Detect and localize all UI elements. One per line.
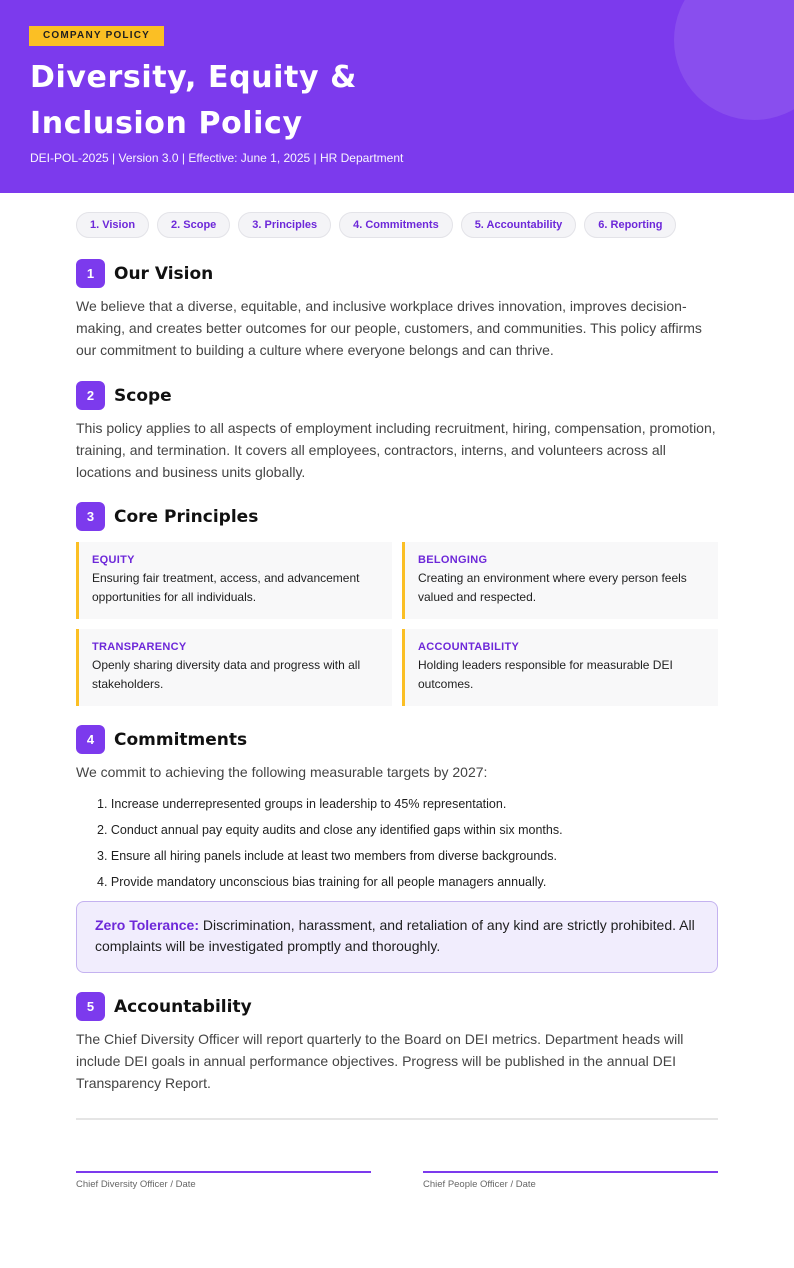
accountability-text: The Chief Diversity Officer will report quarterly to the Board on DEI metrics. Department heads will include DEI goals in annual performance objectives. Progress will be published in the annual DEI Transparency Report. bbox=[76, 1031, 684, 1091]
policy-meta: DEI-POL-2025 | Version 3.0 | Effective: June 1, 2025 | HR Department bbox=[30, 151, 404, 165]
divider bbox=[76, 1118, 718, 1120]
section-number: 4 bbox=[76, 725, 105, 754]
section-title: Scope bbox=[114, 385, 172, 406]
section-scope-heading bbox=[76, 381, 172, 410]
policy-header bbox=[0, 0, 794, 193]
principle-card-transparency bbox=[76, 629, 392, 706]
page-title bbox=[30, 55, 550, 147]
principle-title: ACCOUNTABILITY bbox=[418, 641, 520, 653]
section-title: Commitments bbox=[114, 729, 248, 750]
principle-title: TRANSPARENCY bbox=[92, 641, 187, 653]
principle-title: EQUITY bbox=[92, 554, 135, 566]
list-item: 4. Provide mandatory unconscious bias training for all people managers annually. bbox=[97, 875, 547, 889]
signature-line bbox=[423, 1171, 718, 1173]
section-title: Core Principles bbox=[114, 506, 259, 527]
title-line-1: Diversity, Equity & bbox=[30, 60, 357, 95]
section-accountability-heading bbox=[76, 992, 252, 1021]
section-number: 1 bbox=[76, 259, 105, 288]
section-commitments-heading bbox=[76, 725, 247, 754]
section-nav bbox=[76, 212, 676, 238]
signature-line bbox=[76, 1171, 371, 1173]
company-policy-badge: COMPANY POLICY bbox=[29, 26, 164, 46]
section-number: 3 bbox=[76, 502, 105, 531]
commitments-intro: We commit to achieving the following measurable targets by 2027: bbox=[76, 764, 488, 780]
nav-vision[interactable]: 1. Vision bbox=[76, 212, 149, 238]
principle-title: BELONGING bbox=[418, 554, 488, 566]
section-number: 5 bbox=[76, 992, 105, 1021]
nav-commitments[interactable]: 4. Commitments bbox=[339, 212, 453, 238]
principle-text: Openly sharing diversity data and progress with all stakeholders. bbox=[92, 658, 361, 691]
scope-text: This policy applies to all aspects of employment including recruitment, hiring, compensation, promotion, training, and termination. It covers all employees, contractors, interns, and volunteers across all locations and business units globally. bbox=[76, 420, 716, 480]
principle-card-belonging bbox=[402, 542, 718, 619]
section-vision-heading bbox=[76, 259, 213, 288]
section-title: Our Vision bbox=[114, 263, 214, 284]
section-title: Accountability bbox=[114, 996, 252, 1017]
list-item: 1. Increase underrepresented groups in leadership to 45% representation. bbox=[97, 797, 507, 811]
commitments-list bbox=[97, 791, 717, 895]
title-line-2: Inclusion Policy bbox=[30, 106, 303, 141]
nav-reporting[interactable]: 6. Reporting bbox=[584, 212, 676, 238]
list-item: 3. Ensure all hiring panels include at least two members from diverse backgrounds. bbox=[97, 849, 557, 863]
signature-label-cpo: Chief People Officer / Date bbox=[423, 1179, 536, 1190]
nav-accountability[interactable]: 5. Accountability bbox=[461, 212, 577, 238]
callout-text: Discrimination, harassment, and retaliation of any kind are strictly prohibited. All complaints will be investigated promptly and thoroughly. bbox=[95, 917, 695, 954]
nav-scope[interactable]: 2. Scope bbox=[157, 212, 230, 238]
section-principles-heading bbox=[76, 502, 258, 531]
principle-card-accountability bbox=[402, 629, 718, 706]
signature-label-cdo: Chief Diversity Officer / Date bbox=[76, 1179, 196, 1190]
list-item: 2. Conduct annual pay equity audits and close any identified gaps within six months. bbox=[97, 823, 563, 837]
vision-text: We believe that a diverse, equitable, and inclusive workplace drives innovation, improves decision-making, and creates better outcomes for our people, customers, and communities. This policy affirms our commitment to building a culture where everyone belongs and can thrive. bbox=[76, 298, 702, 358]
nav-principles[interactable]: 3. Principles bbox=[238, 212, 331, 238]
principle-card-equity bbox=[76, 542, 392, 619]
principle-text: Ensuring fair treatment, access, and advancement opportunities for all individuals. bbox=[92, 571, 360, 604]
zero-tolerance-callout bbox=[76, 901, 718, 973]
callout-label: Zero Tolerance: bbox=[95, 917, 199, 933]
principle-text: Holding leaders responsible for measurable DEI outcomes. bbox=[418, 658, 673, 691]
principle-text: Creating an environment where every person feels valued and respected. bbox=[418, 571, 687, 604]
decorative-circle bbox=[674, 0, 794, 120]
section-number: 2 bbox=[76, 381, 105, 410]
